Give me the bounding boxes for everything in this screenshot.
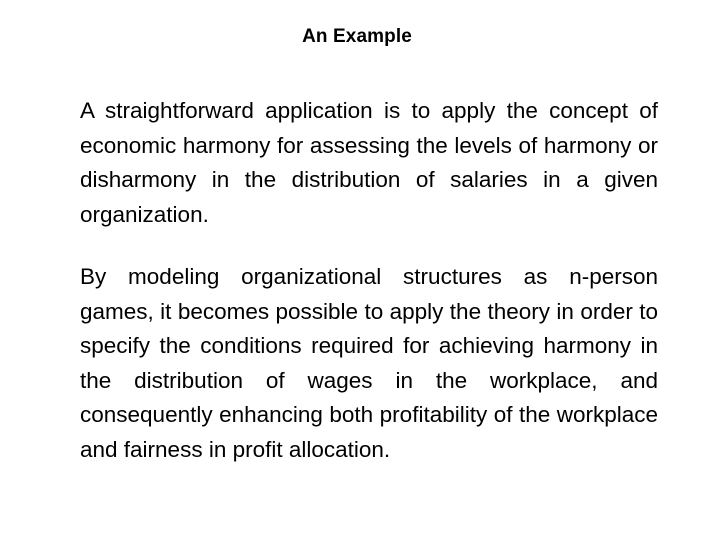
paragraph-application: A straightforward application is to apply the concept of economic harmony for assessing the levels of harmony or disharmony in the distribution of salaries in a given organization. xyxy=(80,98,658,227)
paragraph-modeling: By modeling organizational structures as n-person games, it becomes possible to apply the theory in order to specify the conditions required for achieving harmony in the distribution of wages in the workplace, and consequently enhancing both profitability of the workplace and fairness in profit allocation. xyxy=(80,264,658,462)
slide-title: An Example xyxy=(302,26,412,47)
slide-body xyxy=(80,94,658,467)
